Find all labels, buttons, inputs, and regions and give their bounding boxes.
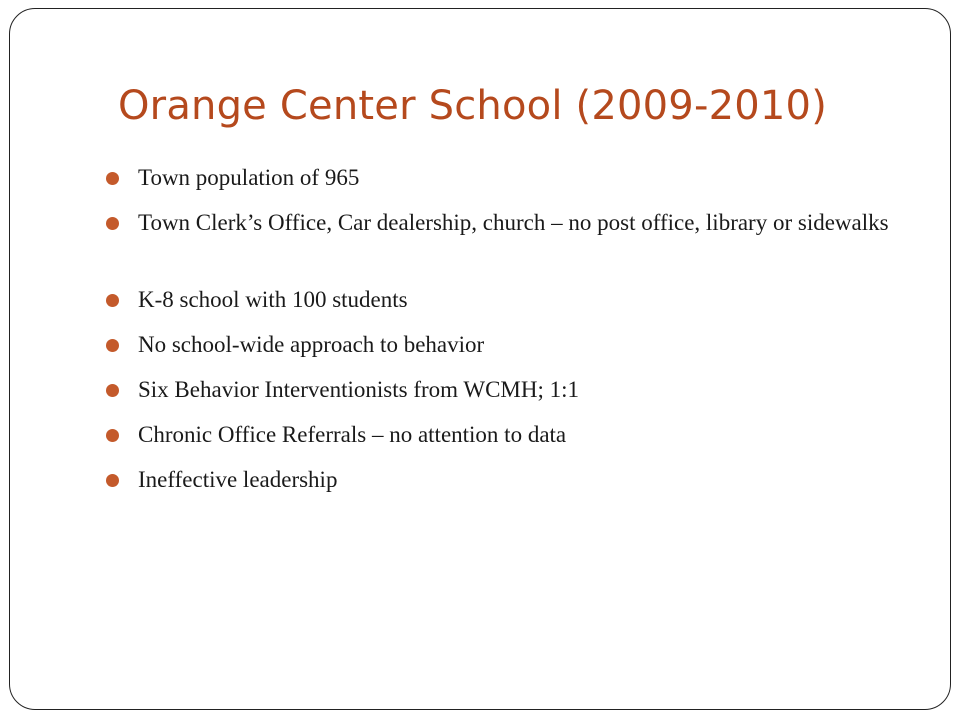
- bullet-dot-icon: [106, 217, 119, 230]
- bullet-dot-icon: [106, 384, 119, 397]
- bullet-dot-icon: [106, 474, 119, 487]
- bullet-text: Town Clerk’s Office, Car dealership, church – no post office, library or sidewalks: [138, 210, 889, 235]
- bullet-text: Chronic Office Referrals – no attention to data: [138, 422, 567, 447]
- bullet-dot-icon: [106, 294, 119, 307]
- bullet-text: K-8 school with 100 students: [138, 287, 408, 312]
- bullet-dot-icon: [106, 172, 119, 185]
- bullet-item: [106, 374, 906, 406]
- bullet-item: [106, 207, 906, 239]
- bullet-text: No school-wide approach to behavior: [138, 332, 485, 357]
- bullet-item: [106, 162, 906, 194]
- bullet-dot-icon: [106, 429, 119, 442]
- bullet-item: [106, 329, 906, 361]
- bullet-item: [106, 464, 906, 496]
- bullet-text: Six Behavior Interventionists from WCMH; 1:1: [138, 377, 580, 402]
- bullet-item: [106, 419, 906, 451]
- bullet-text: Town population of 965: [138, 165, 360, 190]
- bullet-list: [106, 162, 906, 509]
- bullet-text: Ineffective leadership: [138, 467, 338, 492]
- slide-title: Orange Center School (2009-2010): [118, 83, 827, 129]
- bullet-item: [106, 284, 906, 316]
- bullet-dot-icon: [106, 339, 119, 352]
